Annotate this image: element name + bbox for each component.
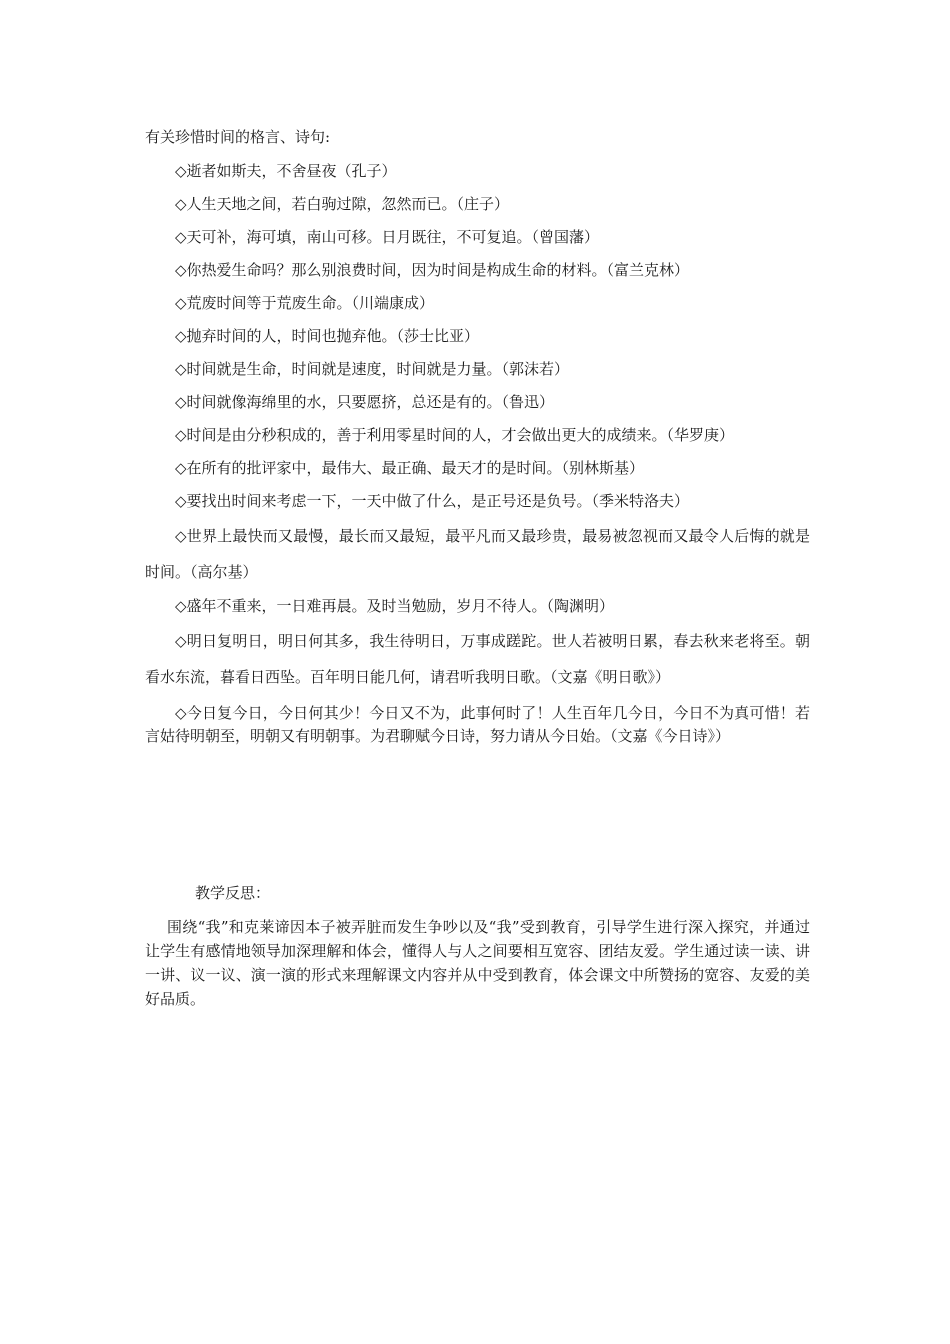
quote-item: ◇抛弃时间的人，时间也抛弃他。（莎士比亚） (175, 327, 480, 345)
quote-item: ◇逝者如斯夫，不舍昼夜（孔子） (175, 162, 397, 180)
quote-item: ◇时间是由分秒积成的，善于利用零星时间的人，才会做出更大的成绩来。（华罗庚） (175, 426, 735, 444)
section-heading: 有关珍惜时间的格言、诗句: (145, 128, 331, 146)
quote-item: ◇世界上最快而又最慢，最长而又最短，最平凡而又最珍贵，最易被忽视而又最令人后悔的就是时间。（高尔基） (145, 527, 810, 581)
quote-item: ◇盛年不重来，一日难再晨。及时当勉励，岁月不待人。（陶渊明） (175, 597, 615, 615)
quote-item: ◇今日复今日，今日何其少！今日又不为，此事何时了！人生百年几今日，今日不为真可惜！若言姑待明朝至，明朝又有明朝事。为君聊赋今日诗，努力请从今日始。（文嘉《今日诗》） (145, 704, 810, 745)
quote-item: ◇天可补，海可填，南山可移。日月既往，不可复追。（曾国藩） (175, 228, 600, 246)
quote-item: ◇人生天地之间，若白驹过隙，忽然而已。（庄子） (175, 195, 510, 213)
quote-list (145, 155, 810, 748)
quote-item: ◇时间就像海绵里的水，只要愿挤，总还是有的。（鲁迅） (175, 393, 555, 411)
reflection-paragraph: 围绕“我”和克莱谛因本子被弄脏而发生争吵以及“我”受到教育，引导学生进行深入探究，并通过让学生有感情地领导加深理解和体会，懂得人与人之间要相互宽容、团结友爱。学生通过读一读、讲一讲、议一议、演一演的形式来理解课文内容并从中受到教育，体会课文中所赞扬的宽容、友爱的美好品质。 (145, 918, 810, 1008)
quote-item: ◇在所有的批评家中，最伟大、最正确、最天才的是时间。（别林斯基） (175, 459, 645, 477)
quote-item: ◇你热爱生命吗？那么别浪费时间，因为时间是构成生命的材料。（富兰克林） (175, 261, 690, 279)
quote-item: ◇时间就是生命，时间就是速度，时间就是力量。（郭沫若） (175, 360, 570, 378)
quote-item: ◇明日复明日，明日何其多，我生待明日，万事成蹉跎。世人若被明日累，春去秋来老将至。朝看水东流，暮看日西坠。百年明日能几何，请君听我明日歌。（文嘉《明日歌》） (145, 632, 810, 686)
quote-item: ◇要找出时间来考虑一下，一天中做了什么，是正号还是负号。（季米特洛夫） (175, 492, 690, 510)
reflection-title: 教学反思： (195, 884, 271, 902)
quote-item: ◇荒废时间等于荒废生命。（川端康成） (175, 294, 435, 312)
